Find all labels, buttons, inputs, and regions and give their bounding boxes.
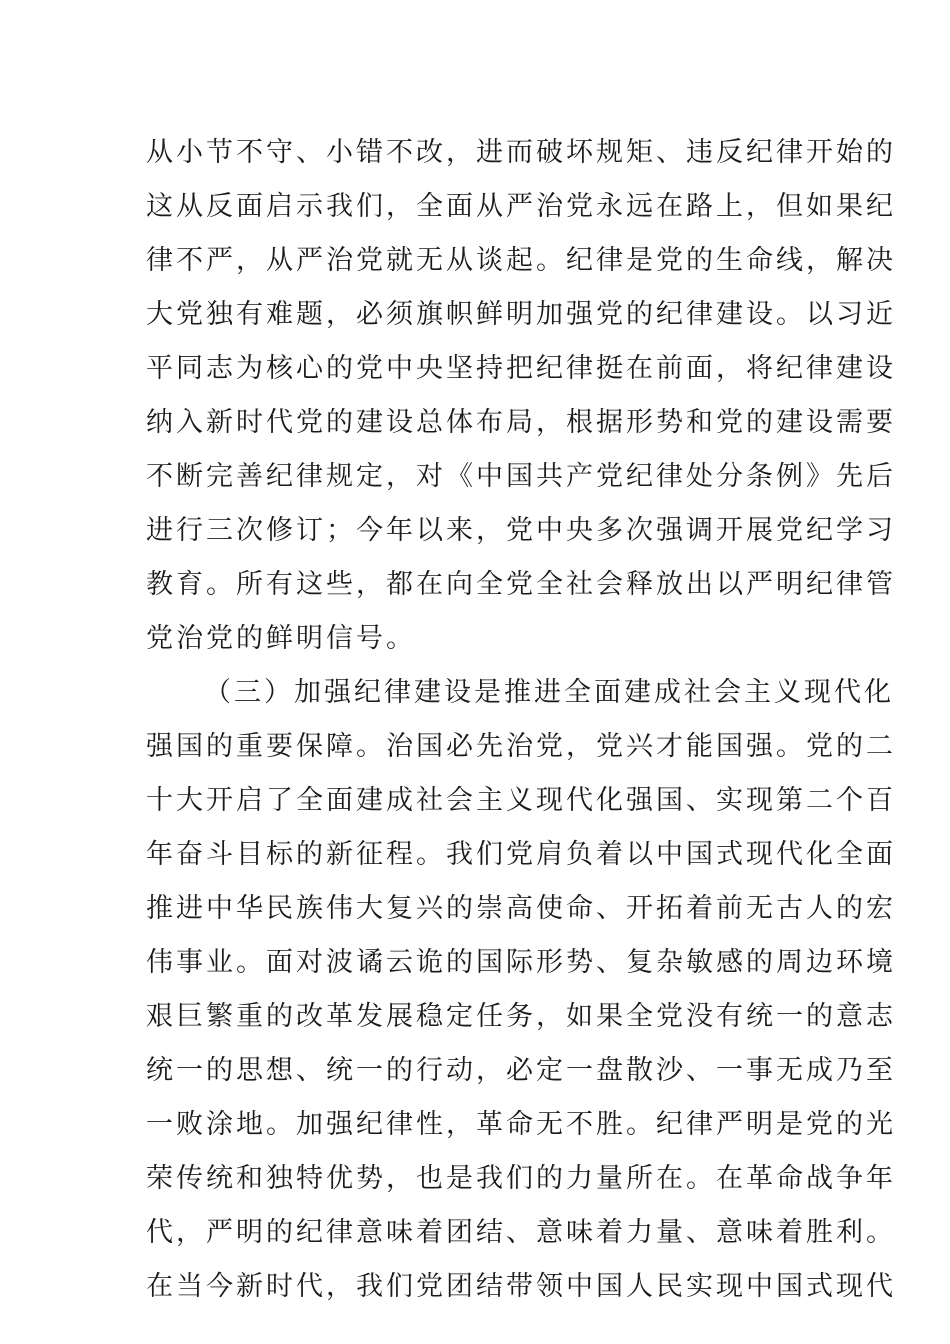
text-line: 推进中华民族伟大复兴的崇高使命、开拓着前无古人的宏 [146,893,896,924]
text-line: 不断完善纪律规定，对《中国共产党纪律处分条例》先后 [146,461,896,492]
text-line: 从小节不守、小错不改，进而破坏规矩、违反纪律开始的 [146,137,896,168]
body-text [146,126,896,1314]
text-line: 纳入新时代党的建设总体布局，根据形势和党的建设需要 [146,407,896,438]
text-line: 十大开启了全面建成社会主义现代化强国、实现第二个百 [146,785,896,816]
text-line: 艰巨繁重的改革发展稳定任务，如果全党没有统一的意志 [146,1001,896,1032]
text-line: 强国的重要保障。治国必先治党，党兴才能国强。党的二 [146,731,896,762]
text-line: 统一的思想、统一的行动，必定一盘散沙、一事无成乃至 [146,1055,896,1086]
text-line: 教育。所有这些，都在向全党全社会释放出以严明纪律管 [146,569,896,600]
paragraph-2 [146,666,896,1314]
text-line: 大党独有难题，必须旗帜鲜明加强党的纪律建设。以习近 [146,299,896,330]
text-line: 这从反面启示我们，全面从严治党永远在路上，但如果纪 [146,191,896,222]
text-line: 在当今新时代，我们党团结带领中国人民实现中国式现代 [146,1271,896,1302]
text-line: （三）加强纪律建设是推进全面建成社会主义现代化 [204,677,894,708]
text-line: 平同志为核心的党中央坚持把纪律挺在前面，将纪律建设 [146,353,896,384]
text-line: 党治党的鲜明信号。 [146,623,416,654]
text-line: 年奋斗目标的新征程。我们党肩负着以中国式现代化全面 [146,839,896,870]
paragraph-1 [146,126,896,666]
text-line: 荣传统和独特优势，也是我们的力量所在。在革命战争年 [146,1163,896,1194]
text-line: 律不严，从严治党就无从谈起。纪律是党的生命线，解决 [146,245,896,276]
text-line: 伟事业。面对波谲云诡的国际形势、复杂敏感的周边环境 [146,947,896,978]
text-line: 进行三次修订；今年以来，党中央多次强调开展党纪学习 [146,515,896,546]
text-line: 一败涂地。加强纪律性，革命无不胜。纪律严明是党的光 [146,1109,896,1140]
text-line: 代，严明的纪律意味着团结、意味着力量、意味着胜利。 [146,1217,896,1248]
